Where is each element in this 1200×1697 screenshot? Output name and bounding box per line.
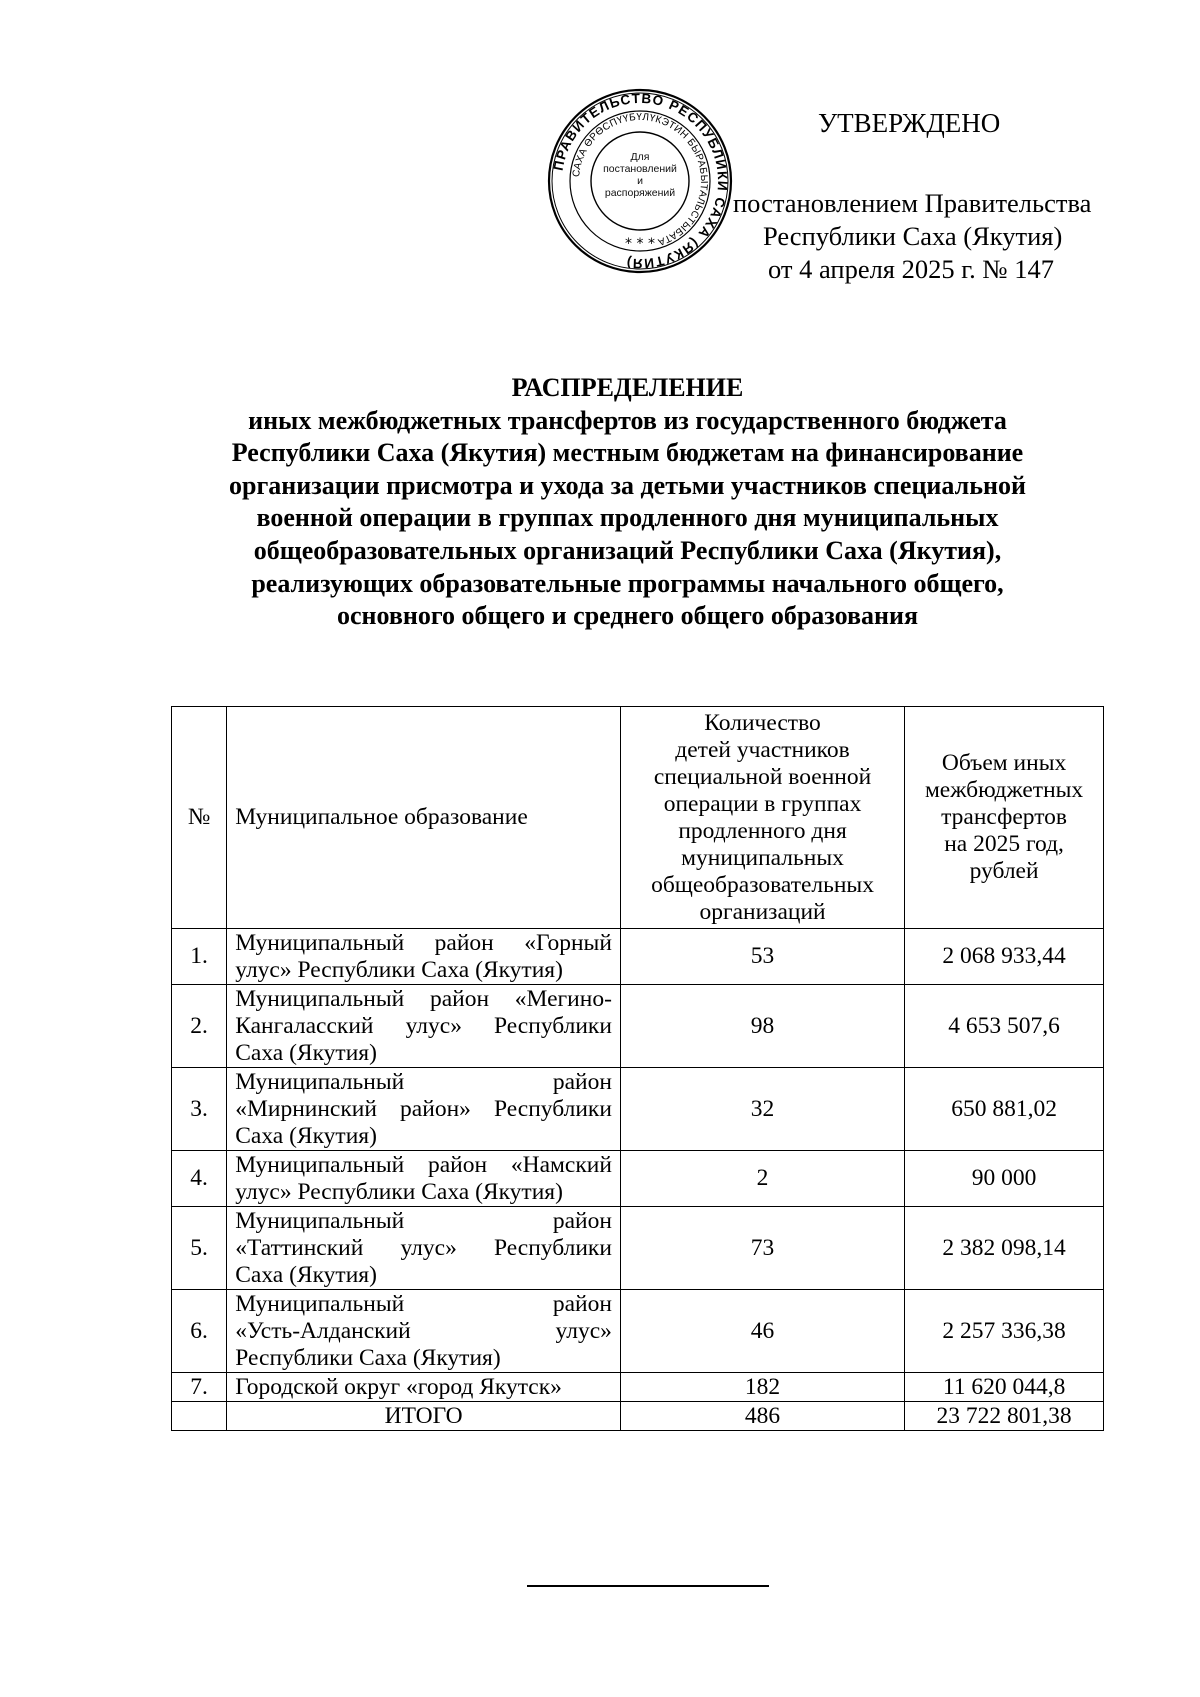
row-num: 5.: [172, 1207, 227, 1290]
approved-label: УТВЕРЖДЕНО: [818, 108, 1001, 138]
municipality-line: Кангаласский улус» Республики: [235, 1012, 612, 1039]
row-num: 4.: [172, 1151, 227, 1207]
table-row: [172, 929, 1104, 985]
municipality-line: «Мирнинский район» Республики: [235, 1095, 612, 1122]
header-vol-line: рублей: [969, 858, 1039, 884]
header-volume: [905, 707, 1104, 929]
row-volume: 11 620 044,8: [905, 1373, 1104, 1402]
total-volume: 23 722 801,38: [905, 1402, 1104, 1431]
title-line: основного общего и среднего общего образования: [336, 601, 919, 631]
document-title: [160, 372, 1095, 633]
row-volume: 2 382 098,14: [905, 1207, 1104, 1290]
row-municipality: [227, 929, 621, 985]
header-qty-line: операции в группах: [663, 790, 862, 817]
title-line: общеобразовательных организаций Республики Саха (Якутия),: [253, 535, 1002, 565]
municipality-line: «Таттинский улус» Республики: [235, 1234, 612, 1261]
header-vol-line: межбюджетных: [924, 777, 1084, 803]
approval-line-3: от 4 апреля 2025 г. № 147: [768, 254, 1055, 284]
title-line: военной операции в группах продленного дня муниципальных: [256, 503, 999, 533]
header-qty-line: продленного дня: [678, 817, 847, 844]
row-qty: 2: [620, 1151, 904, 1207]
total-num: [172, 1402, 227, 1431]
official-stamp: [547, 88, 733, 274]
row-municipality: [227, 1151, 621, 1207]
municipality-line: Муниципальный район «Мегино-: [235, 985, 612, 1012]
municipality-line: Муниципальный район: [235, 1068, 612, 1095]
approval-line-1: постановлением Правительства: [733, 188, 1092, 218]
title-line: иных межбюджетных трансфертов из государственного бюджета: [248, 405, 1007, 435]
stamp-center-text: Для постановлений и распоряжений: [603, 151, 677, 199]
municipality-line: «Усть-Алданский улус»: [235, 1317, 612, 1344]
table-row: [172, 1151, 1104, 1207]
row-num: 6.: [172, 1290, 227, 1373]
title-line: организации присмотра и ухода за детьми участников специальной: [229, 470, 1026, 500]
row-volume: 2 068 933,44: [905, 929, 1104, 985]
header-qty-line: специальной военной: [653, 763, 872, 790]
municipality-line: Городской округ «город Якутск»: [235, 1373, 562, 1400]
row-num: 2.: [172, 985, 227, 1068]
row-num: 1.: [172, 929, 227, 985]
header-qty: [620, 707, 904, 929]
municipality-line: Муниципальный район: [235, 1290, 612, 1317]
municipality-line: Саха (Якутия): [235, 1261, 377, 1288]
header-qty-line: общеобразовательных: [651, 871, 874, 898]
stamp-inner-text: САХА ӨРӨСПҮҮБҮЛҮКЭТИН БЫРАБЫТАЛЬСТЫБАТА: [571, 111, 710, 248]
row-qty: 98: [620, 985, 904, 1068]
header-name: Муниципальное образование: [227, 707, 621, 929]
footer-divider: [527, 1585, 769, 1587]
row-volume: 650 881,02: [905, 1068, 1104, 1151]
total-qty: 486: [620, 1402, 904, 1431]
row-qty: 32: [620, 1068, 904, 1151]
municipality-line: улус» Республики Саха (Якутия): [235, 1178, 563, 1205]
title-heading: РАСПРЕДЕЛЕНИЕ: [511, 373, 744, 402]
stamp-outer-text: ПРАВИТЕЛЬСТВО РЕСПУБЛИКИ САХА (ЯКУТИЯ): [550, 90, 731, 272]
row-volume: 90 000: [905, 1151, 1104, 1207]
municipality-line: Саха (Якутия): [235, 1122, 377, 1149]
table-row: [172, 1290, 1104, 1373]
header-num: №: [172, 707, 227, 929]
municipality-line: Муниципальный район «Намский: [235, 1151, 612, 1178]
header-vol-line: Объем иных: [941, 750, 1067, 776]
municipality-line: улус» Республики Саха (Якутия): [235, 956, 563, 983]
table-total-row: [172, 1402, 1104, 1431]
row-volume: 2 257 336,38: [905, 1290, 1104, 1373]
row-qty: 46: [620, 1290, 904, 1373]
municipality-line: Саха (Якутия): [235, 1039, 377, 1066]
row-volume: 4 653 507,6: [905, 985, 1104, 1068]
header-qty-line: муниципальных: [681, 844, 844, 871]
header-qty-line: детей участников: [675, 736, 850, 763]
row-municipality: [227, 1068, 621, 1151]
table-row: [172, 985, 1104, 1068]
row-num: 3.: [172, 1068, 227, 1151]
row-qty: 73: [620, 1207, 904, 1290]
municipality-line: Муниципальный район: [235, 1207, 612, 1234]
row-qty: 182: [620, 1373, 904, 1402]
table-header-row: [172, 707, 1104, 929]
approval-line-2: Республики Саха (Якутия): [763, 221, 1063, 251]
row-qty: 53: [620, 929, 904, 985]
title-line: реализующих образовательные программы начального общего,: [251, 568, 1004, 598]
row-municipality: [227, 1373, 621, 1402]
row-municipality: [227, 1290, 621, 1373]
header-qty-line: Количество: [704, 709, 821, 736]
header-vol-line: трансфертов: [941, 804, 1068, 830]
row-municipality: [227, 1207, 621, 1290]
municipality-line: Муниципальный район «Горный: [235, 929, 612, 956]
table-row: [172, 1068, 1104, 1151]
title-line: Республики Саха (Якутия) местным бюджетам на финансирование: [231, 438, 1024, 468]
stamp-stars: * * *: [625, 236, 655, 252]
row-num: 7.: [172, 1373, 227, 1402]
total-label: ИТОГО: [227, 1402, 621, 1431]
municipality-line: Республики Саха (Якутия): [235, 1344, 501, 1371]
distribution-table: [171, 706, 1104, 1431]
table-row: [172, 1207, 1104, 1290]
row-municipality: [227, 985, 621, 1068]
table-row: [172, 1373, 1104, 1402]
header-qty-line: организаций: [699, 898, 826, 925]
header-vol-line: на 2025 год,: [944, 831, 1064, 857]
